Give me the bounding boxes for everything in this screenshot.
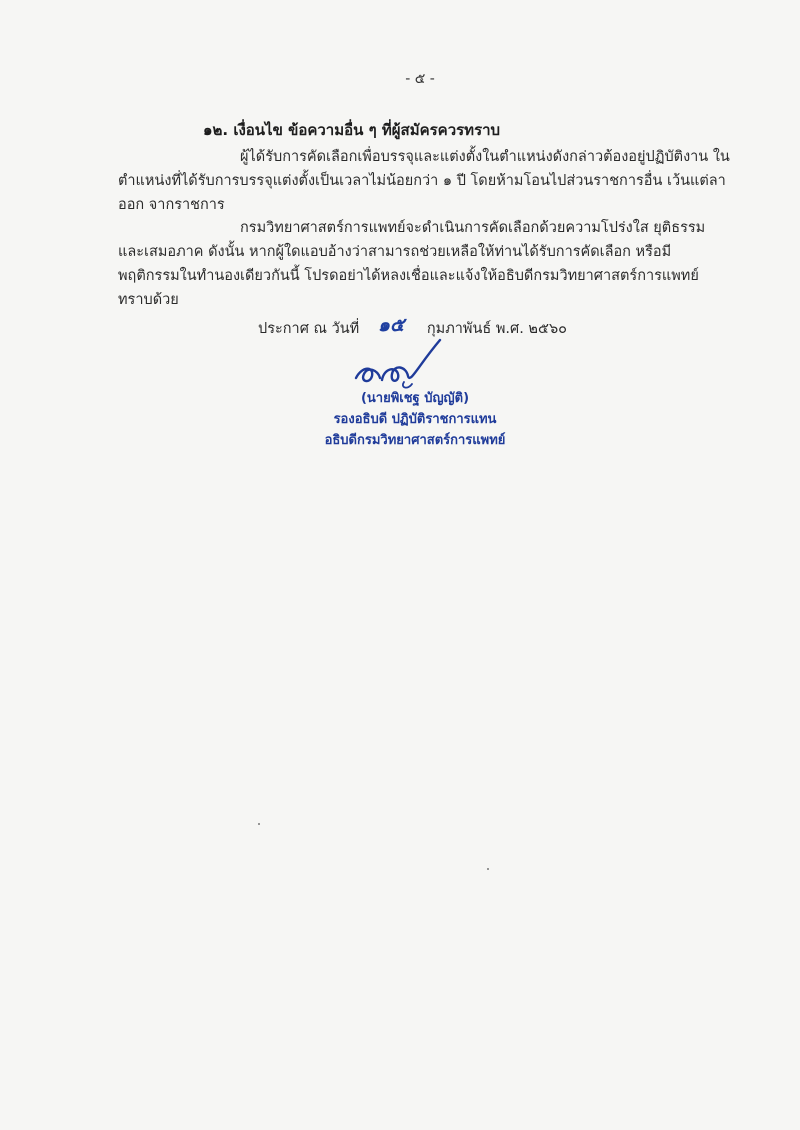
handwritten-signature (348, 336, 458, 394)
paragraph-transparency-notice (118, 216, 730, 312)
paragraph-first-line: กรมวิทยาศาสตร์การแพทย์จะดำเนินการคัดเลือกด้วยความโปร่งใส ยุติธรรม และเสมอภาค (118, 220, 706, 260)
paragraph-first-line: ผู้ได้รับการคัดเลือกเพื่อบรรจุและแต่งตั้งในตำแหน่งดังกล่าวต้องอยู่ปฏิบัติงาน (240, 149, 709, 165)
signatory-name: (นายพิเชฐ บัญญัติ) (360, 391, 470, 406)
announcement-month-year: กุมภาพันธ์ พ.ศ. ๒๕๖๐ (426, 321, 568, 337)
scan-speck (487, 868, 489, 870)
signatory-department: อธิบดีกรมวิทยาศาสตร์การแพทย์ (324, 433, 506, 448)
paragraph-body: ในตำแหน่งที่ได้รับการบรรจุแต่งตั้งเป็นเวลาไม่น้อยกว่า ๑ ปี โดยห้ามโอนไปส่วนราชการอื่น เว้นแต่ลาออก จากราชการ (118, 149, 730, 213)
paragraph-service-requirement (118, 145, 730, 217)
handwritten-day: ๑๕ (377, 314, 405, 336)
paragraph-body: ดังนั้น หากผู้ใดแอบอ้างว่าสามารถช่วยเหลือให้ท่านได้รับการคัดเลือก หรือมีพฤติกรรมในทำนองเดียวกันนี้ โปรดอย่าได้หลงเชื่อและแจ้งให้อธิบดีกรมวิทยาศาสตร์การแพทย์ทราบด้วย (118, 244, 699, 308)
announcement-prefix: ประกาศ ณ วันที่ (258, 321, 360, 337)
scan-speck (258, 823, 260, 825)
signatory-position: รองอธิบดี ปฏิบัติราชการแทน (333, 412, 497, 427)
page-number: - ๕ - (405, 71, 435, 87)
signature-block (300, 388, 530, 451)
section-heading: ๑๒. เงื่อนไข ข้อความอื่น ๆ ที่ผู้สมัครควรทราบ (203, 121, 501, 139)
